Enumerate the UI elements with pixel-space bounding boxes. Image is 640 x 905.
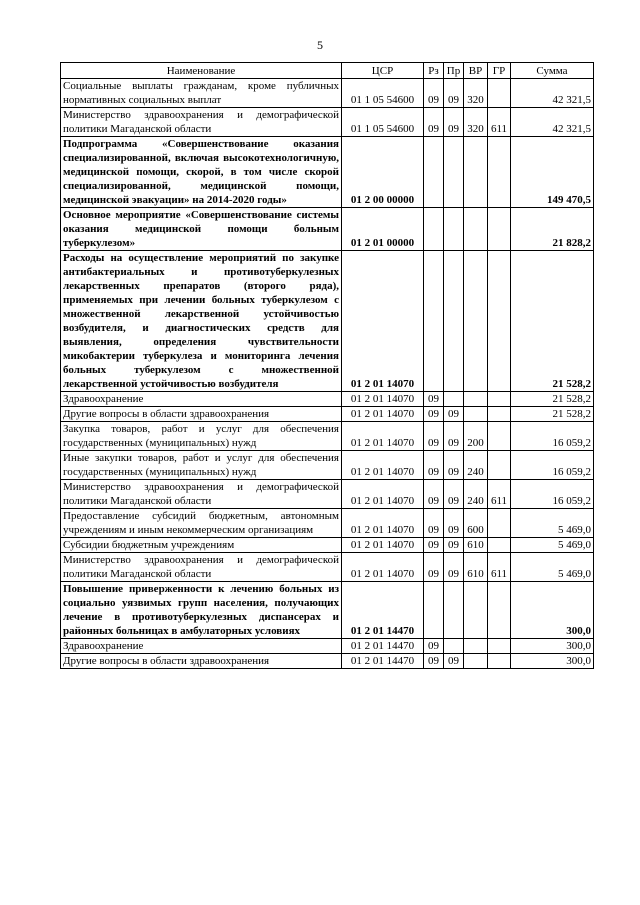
- cell-vr: 600: [464, 509, 488, 538]
- header-sum: Сумма: [511, 63, 594, 79]
- cell-rz: 09: [424, 451, 444, 480]
- header-gr: ГР: [488, 63, 511, 79]
- cell-gr: [488, 538, 511, 553]
- cell-gr: 611: [488, 553, 511, 582]
- cell-rz: 09: [424, 108, 444, 137]
- cell-name: Подпрограмма «Совершенствование оказания специализированной, включая высокотехнологичную, медицинской помощи, скорой, в том числе скорой специализированной, медицинской помощи, медицинской эвакуации» на 2014-2020 годы»: [61, 137, 342, 208]
- cell-csr: 01 2 01 14070: [342, 407, 424, 422]
- cell-name: Закупка товаров, работ и услуг для обеспечения государственных (муниципальных) нужд: [61, 422, 342, 451]
- cell-gr: [488, 654, 511, 669]
- cell-sum: 300,0: [511, 582, 594, 639]
- cell-rz: 09: [424, 654, 444, 669]
- cell-vr: [464, 407, 488, 422]
- table-row: [61, 79, 594, 108]
- table-row: [61, 538, 594, 553]
- table-row: [61, 480, 594, 509]
- cell-vr: 240: [464, 480, 488, 509]
- cell-rz: 09: [424, 480, 444, 509]
- cell-gr: [488, 79, 511, 108]
- cell-pr: 09: [444, 79, 464, 108]
- cell-vr: [464, 208, 488, 251]
- cell-rz: 09: [424, 509, 444, 538]
- cell-gr: [488, 208, 511, 251]
- cell-sum: 16 059,2: [511, 451, 594, 480]
- cell-name: Здравоохранение: [61, 639, 342, 654]
- cell-name: Повышение приверженности к лечению больных из социально уязвимых групп населения, получающих лечение в противотуберкулезных диспансерах и районных больницах в амбулаторных условиях: [61, 582, 342, 639]
- cell-vr: 200: [464, 422, 488, 451]
- cell-gr: [488, 451, 511, 480]
- table-row: [61, 553, 594, 582]
- cell-pr: 09: [444, 538, 464, 553]
- cell-name: Иные закупки товаров, работ и услуг для обеспечения государственных (муниципальных) нужд: [61, 451, 342, 480]
- cell-name: Субсидии бюджетным учреждениям: [61, 538, 342, 553]
- cell-vr: 610: [464, 538, 488, 553]
- cell-rz: 09: [424, 538, 444, 553]
- cell-csr: 01 2 01 14070: [342, 509, 424, 538]
- table-row: [61, 422, 594, 451]
- cell-rz: [424, 137, 444, 208]
- cell-vr: [464, 137, 488, 208]
- cell-pr: [444, 392, 464, 407]
- cell-pr: 09: [444, 108, 464, 137]
- header-pr: Пр: [444, 63, 464, 79]
- cell-pr: 09: [444, 654, 464, 669]
- budget-table: [60, 62, 594, 669]
- table-row: [61, 251, 594, 392]
- cell-name: Социальные выплаты гражданам, кроме публичных нормативных социальных выплат: [61, 79, 342, 108]
- cell-vr: 610: [464, 553, 488, 582]
- cell-csr: 01 2 01 14070: [342, 538, 424, 553]
- cell-vr: [464, 582, 488, 639]
- cell-pr: 09: [444, 509, 464, 538]
- cell-sum: 5 469,0: [511, 509, 594, 538]
- table-row: [61, 582, 594, 639]
- cell-gr: 611: [488, 480, 511, 509]
- cell-csr: 01 2 01 14070: [342, 480, 424, 509]
- cell-csr: 01 2 01 14470: [342, 582, 424, 639]
- cell-sum: 21 528,2: [511, 251, 594, 392]
- cell-sum: 42 321,5: [511, 79, 594, 108]
- cell-csr: 01 1 05 54600: [342, 108, 424, 137]
- cell-vr: 240: [464, 451, 488, 480]
- cell-csr: 01 2 01 14070: [342, 422, 424, 451]
- cell-rz: [424, 251, 444, 392]
- cell-vr: [464, 392, 488, 407]
- cell-csr: 01 2 00 00000: [342, 137, 424, 208]
- cell-rz: 09: [424, 639, 444, 654]
- table-row: [61, 654, 594, 669]
- cell-pr: [444, 251, 464, 392]
- cell-rz: [424, 582, 444, 639]
- cell-pr: 09: [444, 407, 464, 422]
- cell-csr: 01 2 01 14470: [342, 639, 424, 654]
- cell-sum: 300,0: [511, 654, 594, 669]
- table-row: [61, 639, 594, 654]
- cell-gr: [488, 639, 511, 654]
- cell-rz: 09: [424, 553, 444, 582]
- cell-name: Предоставление субсидий бюджетным, автономным учреждениям и иным некоммерческим организациям: [61, 509, 342, 538]
- cell-name: Расходы на осуществление мероприятий по закупке антибактериальных и противотуберкулезных лекарственных препаратов (второго ряда), применяемых при лечении больных туберкулезом с множественной лекарственной устойчивостью возбудителя, и диагностических средств для выявления, определения чувствительности микобактерии туберкулеза и мониторинга лечения больных туберкулезом с множественной лекарственной устойчивостью возбудителя: [61, 251, 342, 392]
- cell-name: Другие вопросы в области здравоохранения: [61, 654, 342, 669]
- table-row: [61, 392, 594, 407]
- cell-vr: [464, 251, 488, 392]
- cell-csr: 01 2 01 14070: [342, 553, 424, 582]
- cell-sum: 5 469,0: [511, 538, 594, 553]
- cell-sum: 21 528,2: [511, 392, 594, 407]
- table-row: [61, 407, 594, 422]
- cell-pr: [444, 582, 464, 639]
- cell-csr: 01 2 01 14070: [342, 451, 424, 480]
- cell-name: Министерство здравоохранения и демографической политики Магаданской области: [61, 553, 342, 582]
- cell-rz: 09: [424, 79, 444, 108]
- table-header-row: [61, 63, 594, 79]
- cell-gr: [488, 407, 511, 422]
- cell-gr: [488, 509, 511, 538]
- cell-sum: 16 059,2: [511, 480, 594, 509]
- cell-rz: 09: [424, 422, 444, 451]
- header-rz: Рз: [424, 63, 444, 79]
- cell-vr: 320: [464, 108, 488, 137]
- cell-gr: [488, 137, 511, 208]
- cell-csr: 01 2 01 14470: [342, 654, 424, 669]
- cell-rz: 09: [424, 392, 444, 407]
- cell-sum: 21 528,2: [511, 407, 594, 422]
- header-csr: ЦСР: [342, 63, 424, 79]
- cell-vr: 320: [464, 79, 488, 108]
- cell-sum: 5 469,0: [511, 553, 594, 582]
- cell-csr: 01 2 01 00000: [342, 208, 424, 251]
- header-vr: ВР: [464, 63, 488, 79]
- cell-gr: [488, 392, 511, 407]
- table-body: [61, 79, 594, 669]
- cell-pr: 09: [444, 451, 464, 480]
- cell-pr: 09: [444, 422, 464, 451]
- cell-sum: 42 321,5: [511, 108, 594, 137]
- cell-sum: 21 828,2: [511, 208, 594, 251]
- cell-gr: [488, 422, 511, 451]
- cell-csr: 01 1 05 54600: [342, 79, 424, 108]
- cell-gr: [488, 251, 511, 392]
- table-row: [61, 451, 594, 480]
- table-row: [61, 509, 594, 538]
- cell-pr: 09: [444, 553, 464, 582]
- cell-pr: [444, 208, 464, 251]
- cell-vr: [464, 639, 488, 654]
- cell-name: Министерство здравоохранения и демографической политики Магаданской области: [61, 480, 342, 509]
- cell-sum: 16 059,2: [511, 422, 594, 451]
- table-row: [61, 208, 594, 251]
- cell-name: Основное мероприятие «Совершенствование системы оказания медицинской помощи больным туберкулезом»: [61, 208, 342, 251]
- table-row: [61, 108, 594, 137]
- cell-pr: 09: [444, 480, 464, 509]
- cell-csr: 01 2 01 14070: [342, 251, 424, 392]
- cell-vr: [464, 654, 488, 669]
- cell-name: Здравоохранение: [61, 392, 342, 407]
- cell-gr: 611: [488, 108, 511, 137]
- cell-rz: 09: [424, 407, 444, 422]
- cell-csr: 01 2 01 14070: [342, 392, 424, 407]
- cell-name: Другие вопросы в области здравоохранения: [61, 407, 342, 422]
- cell-sum: 300,0: [511, 639, 594, 654]
- cell-gr: [488, 582, 511, 639]
- cell-pr: [444, 639, 464, 654]
- cell-pr: [444, 137, 464, 208]
- header-name: Наименование: [61, 63, 342, 79]
- table-row: [61, 137, 594, 208]
- cell-sum: 149 470,5: [511, 137, 594, 208]
- cell-name: Министерство здравоохранения и демографической политики Магаданской области: [61, 108, 342, 137]
- page-number: 5: [317, 38, 323, 52]
- cell-rz: [424, 208, 444, 251]
